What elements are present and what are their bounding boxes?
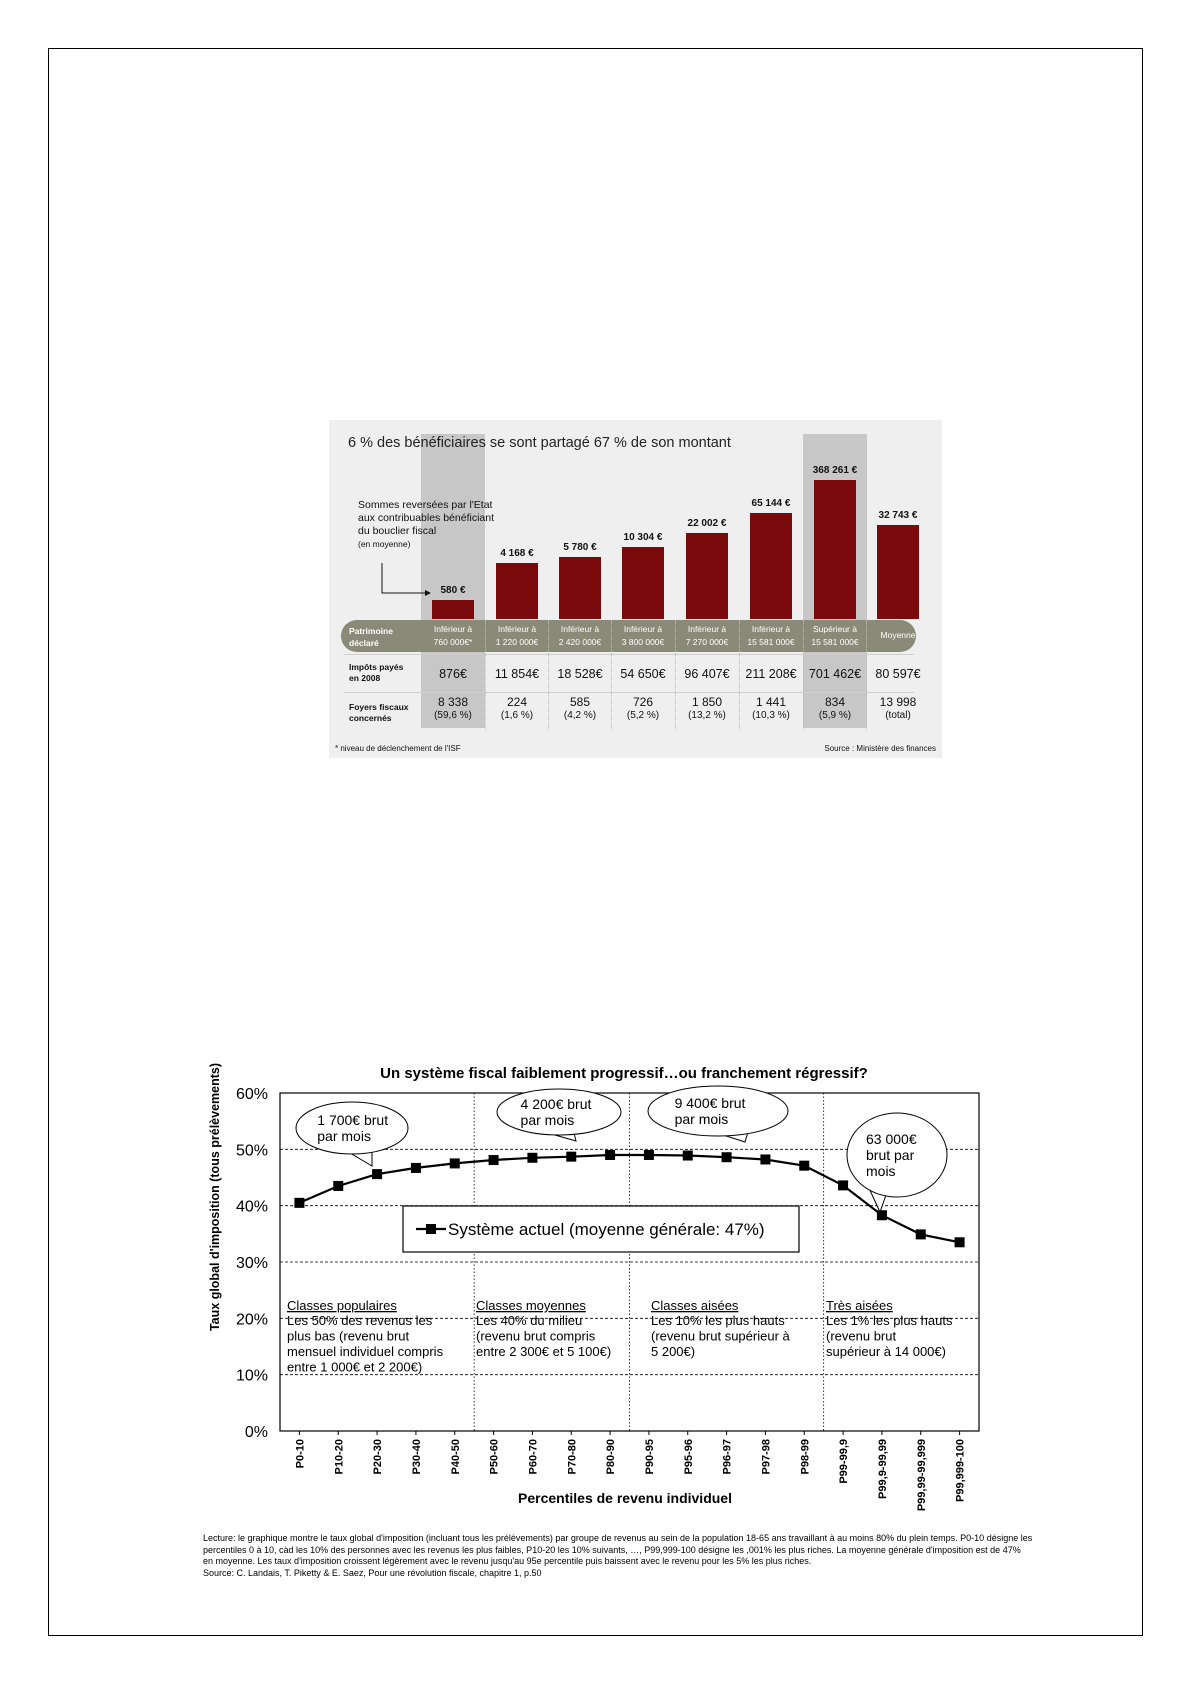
impots-cell: 80 597€	[875, 667, 921, 681]
y-axis-label: Taux global d'imposition (tous prélèvements)	[208, 1062, 222, 1332]
x-tick-label: P99,999-100	[954, 1439, 967, 1502]
data-point	[877, 1210, 887, 1220]
foyers-count: 585	[569, 695, 591, 709]
chart-title: 6 % des bénéficiaires se sont partagé 67 % de son montant	[348, 435, 731, 451]
bar-value-label: 10 304 €	[623, 531, 663, 543]
impots-cell: 54 650€	[620, 667, 666, 681]
row-label-line: concernés	[349, 713, 392, 723]
foyers-count: 8 338	[437, 695, 469, 709]
category-label-line: 15 581 000€	[811, 637, 859, 647]
data-point	[489, 1155, 499, 1165]
foyers-count: 224	[506, 695, 528, 709]
category-label-line: 1 220 000€	[495, 637, 539, 647]
bar-value-label: 22 002 €	[687, 517, 727, 529]
x-axis-label: Percentiles de revenu individuel	[518, 1490, 732, 1506]
data-point	[838, 1180, 848, 1190]
annotation-line: aux contribuables bénéficiant	[358, 512, 495, 524]
y-tick-label: 30%	[235, 1255, 268, 1272]
foyers-percent: (4,2 %)	[563, 710, 597, 721]
category-label-line: 760 000€*	[433, 637, 473, 647]
group-text-line: Les 40% du milieu	[476, 1313, 583, 1328]
annotation-line: du bouclier fiscal	[358, 525, 437, 537]
x-tick-label: P95-96	[682, 1439, 695, 1475]
category-label-line: 15 581 000€	[747, 637, 795, 647]
foyers-count: 13 998	[879, 695, 917, 709]
x-tick-label: P0-10	[294, 1439, 307, 1469]
bar-value-label: 5 780 €	[563, 542, 597, 554]
bar-value-label: 368 261 €	[812, 465, 858, 477]
annotation-line: Sommes reversées par l'Etat	[358, 499, 493, 511]
category-label-line: 2 420 000€	[558, 637, 602, 647]
x-tick-label: P97-98	[760, 1439, 773, 1475]
data-point	[450, 1158, 460, 1168]
x-tick-label: P10-20	[333, 1439, 346, 1475]
bar-value-label: 4 168 €	[500, 548, 534, 560]
callout-text: par mois	[674, 1111, 729, 1127]
bar-value-label: 65 144 €	[751, 497, 791, 509]
category-label-line: Inférieur à	[623, 624, 663, 634]
callout-text: 9 400€ brut	[674, 1095, 746, 1111]
data-point	[605, 1150, 615, 1160]
caption-text: Lecture: le graphique montre le taux global d'imposition (incluant tous les prélèvements) par groupe de revenus au sein de la population 18-65 ans travaillant à au moins 80% du plein temps. P0-10 désigne les percentiles 0 à 10, càd les 10% des personnes avec les revenus les plus faibles, P10-20 les 10% suivants, …, P99,999-100 désigne les ,001% les plus riches. La moyenne générale d'imposition est de 47% en moyenne. Les taux d'imposition croissent légèrement avec le revenu jusqu'au 95e percentile puis baissent avec le revenu pour les 5% les plus riches.	[203, 1533, 1033, 1566]
foyers-percent: (59,6 %)	[434, 710, 472, 721]
x-tick-label: P90-95	[643, 1439, 656, 1475]
foyers-count: 1 850	[691, 695, 723, 709]
legend-marker	[426, 1224, 436, 1234]
group-text-line: supérieur à 14 000€)	[826, 1344, 946, 1359]
x-tick-label: P99,99-99,999	[915, 1439, 928, 1512]
category-label-line: 7 270 000€	[685, 637, 729, 647]
x-tick-label: P20-30	[372, 1439, 385, 1475]
callout-text: par mois	[520, 1112, 575, 1128]
data-point	[333, 1181, 343, 1191]
legend	[403, 1206, 799, 1252]
bar-value-label: 32 743 €	[878, 510, 918, 522]
callout-text: 1 700€ brut	[317, 1112, 389, 1128]
data-point	[527, 1153, 537, 1163]
callout-text: 4 200€ brut	[520, 1096, 592, 1112]
group-text-line: (revenu brut	[826, 1328, 897, 1344]
foyers-percent: (total)	[885, 710, 911, 721]
x-tick-label: P96-97	[721, 1439, 734, 1475]
source-note: Source : Ministère des finances	[824, 744, 936, 753]
group-title: Classes populaires	[287, 1298, 397, 1313]
impots-cell: 211 208€	[745, 667, 797, 681]
foyers-percent: (13,2 %)	[688, 710, 726, 721]
group-text-line: 5 200€)	[651, 1344, 696, 1359]
category-label-line: Inférieur à	[497, 624, 537, 634]
group-text-line: Les 1% les plus hauts	[826, 1313, 953, 1328]
category-label-line: Moyenne	[880, 630, 916, 640]
x-tick-label: P99-99,9	[838, 1439, 851, 1484]
x-tick-label: P99,9-99,99	[876, 1439, 889, 1499]
data-point	[566, 1152, 576, 1162]
chart-caption	[203, 1533, 1033, 1579]
callout-text: brut par	[866, 1147, 915, 1163]
annotation-small: (en moyenne)	[358, 539, 411, 549]
impots-cell: 876€	[439, 667, 467, 681]
foyers-percent: (5,2 %)	[626, 710, 660, 721]
chart-title: Un système fiscal faiblement progressif…ou franchement régressif?	[380, 1065, 868, 1082]
bar-value-label: 580 €	[440, 585, 466, 597]
data-point	[683, 1151, 693, 1161]
y-tick-label: 60%	[235, 1086, 268, 1103]
category-label-line: Inférieur à	[751, 624, 791, 634]
x-tick-label: P98-99	[799, 1439, 812, 1475]
x-tick-label: P30-40	[410, 1439, 423, 1475]
y-tick-label: 40%	[235, 1198, 268, 1216]
group-text-line: plus bas (revenu brut	[287, 1328, 410, 1344]
group-title: Très aisées	[826, 1298, 893, 1313]
foyers-count: 1 441	[755, 695, 787, 709]
row-label-line: Impôts payés	[349, 662, 404, 672]
foyers-count: 834	[824, 695, 846, 709]
foyers-percent: (1,6 %)	[500, 710, 534, 721]
callout-text: mois	[866, 1163, 896, 1179]
category-label-line: Inférieur à	[433, 624, 473, 634]
data-point	[411, 1163, 421, 1173]
group-title: Classes aisées	[651, 1298, 739, 1313]
data-point	[372, 1169, 382, 1179]
foyers-count: 726	[632, 695, 654, 709]
callout-text: par mois	[317, 1128, 371, 1144]
x-tick-label: P80-90	[605, 1439, 618, 1475]
data-point	[722, 1152, 732, 1162]
y-ticks	[236, 1086, 268, 1441]
x-tick-label: P70-80	[566, 1439, 579, 1475]
group-text-line: entre 1 000€ et 2 200€)	[287, 1359, 423, 1375]
group-text-line: Les 50% des revenus les	[287, 1313, 433, 1328]
x-tick-label: P40-50	[449, 1439, 462, 1475]
legend-label: Système actuel (moyenne générale: 47%)	[448, 1220, 765, 1239]
data-point	[955, 1237, 965, 1247]
category-label-line: Inférieur à	[687, 624, 727, 634]
group-text-line: entre 2 300€ et 5 100€)	[476, 1344, 612, 1359]
caption-source: Source: C. Landais, T. Piketty & E. Saez, Pour une révolution fiscale, chapitre 1, p.50	[203, 1567, 542, 1578]
group-text-line: (revenu brut compris	[476, 1328, 596, 1344]
group-text-line: mensuel individuel compris	[287, 1344, 444, 1359]
band-label-line: Patrimoine	[349, 626, 393, 636]
row-label-line: Foyers fiscaux	[349, 702, 409, 712]
y-tick-label: 20%	[235, 1311, 268, 1329]
category-label-line: Inférieur à	[560, 624, 600, 634]
data-point	[916, 1229, 926, 1239]
data-point	[644, 1150, 654, 1160]
data-point	[294, 1198, 304, 1208]
band-label-line: déclaré	[349, 638, 379, 648]
category-label-line: 3 800 000€	[621, 637, 665, 647]
group-text-line: Les 10% les plus hauts	[651, 1313, 785, 1328]
y-tick-label: 0%	[244, 1424, 268, 1441]
row-label-line: en 2008	[349, 673, 381, 683]
foyers-percent: (5,9 %)	[818, 710, 852, 721]
impots-cell: 18 528€	[557, 667, 603, 681]
y-tick-label: 50%	[235, 1142, 268, 1160]
category-label-line: Supérieur à	[813, 624, 857, 634]
impots-cell: 96 407€	[684, 667, 730, 681]
group-labels	[287, 1298, 953, 1375]
data-point	[760, 1154, 770, 1164]
x-tick-label: P60-70	[527, 1439, 540, 1475]
impots-cell: 11 854€	[494, 667, 540, 681]
x-tick-label: P50-60	[488, 1439, 501, 1475]
data-point	[799, 1161, 809, 1171]
group-text-line: (revenu brut supérieur à	[651, 1328, 790, 1344]
foyers-percent: (10,3 %)	[752, 710, 790, 721]
y-tick-label: 10%	[235, 1367, 268, 1385]
impots-cell: 701 462€	[808, 667, 862, 681]
footnote: * niveau de déclenchement de l'ISF	[335, 744, 461, 753]
callout-text: 63 000€	[866, 1131, 917, 1147]
group-title: Classes moyennes	[476, 1298, 586, 1313]
